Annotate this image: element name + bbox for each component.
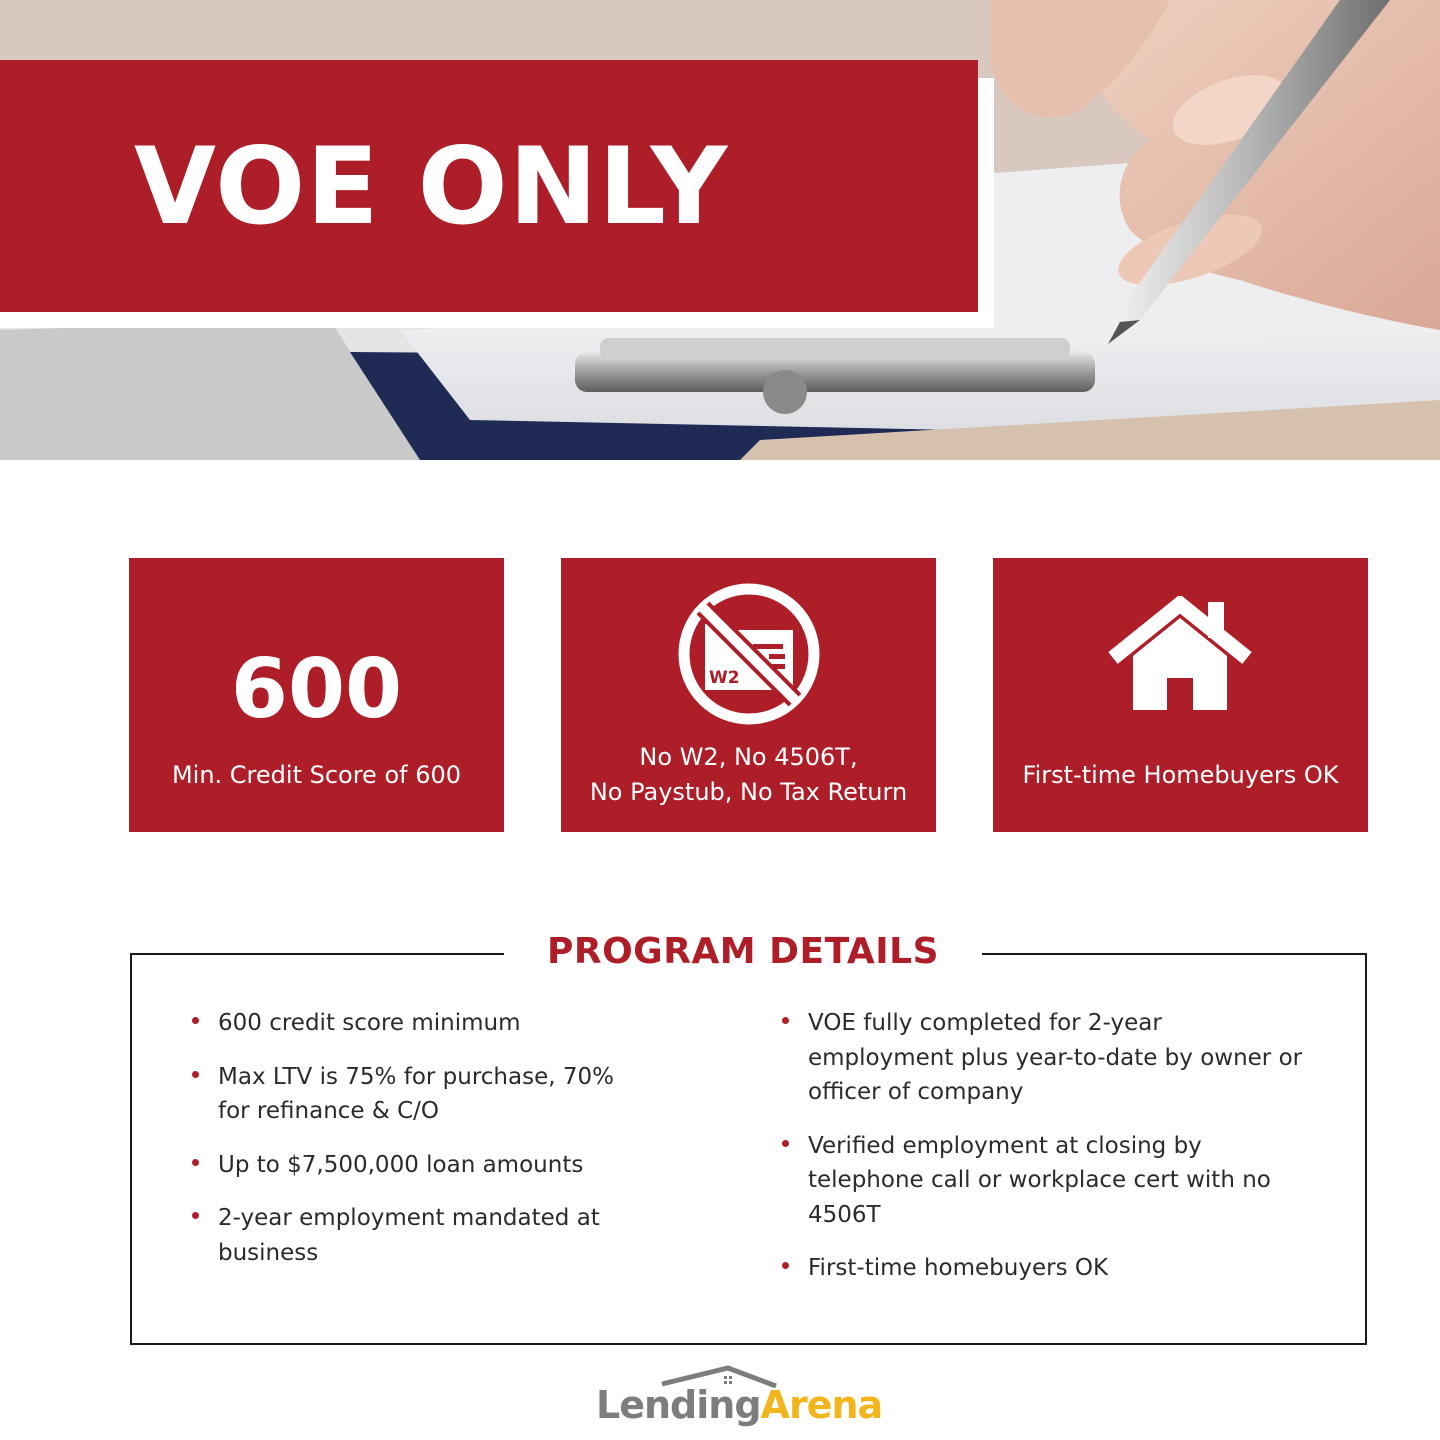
list-item-text: Verified employment at closing by telephone call or workplace cert with no 4506T xyxy=(808,1132,1271,1228)
feature-card-first-time-buyers xyxy=(993,558,1368,832)
program-details-title: PROGRAM DETAILS xyxy=(546,931,940,972)
credit-score-caption: Min. Credit Score of 600 xyxy=(171,761,462,789)
first-time-buyers-caption: First-time Homebuyers OK xyxy=(1022,761,1339,789)
program-details-right-list xyxy=(780,1006,1320,1305)
lendingarena-logo xyxy=(590,1364,890,1434)
list-item xyxy=(780,1006,1320,1110)
no-documents-caption xyxy=(561,740,936,810)
credit-score-number: 600 xyxy=(230,642,403,737)
list-item-text: First-time homebuyers OK xyxy=(808,1255,1109,1281)
list-item xyxy=(190,1006,660,1041)
list-item-text: 600 credit score minimum xyxy=(218,1010,521,1036)
house-icon xyxy=(1105,596,1255,714)
no-w2-icon xyxy=(675,580,823,728)
list-item-text: VOE fully completed for 2-year employment plus year-to-date by owner or officer of company xyxy=(808,1010,1303,1105)
feature-card-credit-score xyxy=(129,558,504,832)
no-documents-caption-line-2: No Paystub, No Tax Return xyxy=(589,778,908,806)
list-item xyxy=(190,1060,660,1129)
list-item-text: Up to $7,500,000 loan amounts xyxy=(218,1151,584,1178)
page-title: VOE ONLY xyxy=(134,125,729,248)
list-item xyxy=(190,1148,660,1183)
list-item-text: Max LTV is 75% for purchase, 70% for refinance & C/O xyxy=(218,1063,614,1124)
list-item xyxy=(190,1201,660,1270)
program-details-left-list xyxy=(190,1006,660,1289)
w2-label: W2 xyxy=(709,668,740,688)
list-item xyxy=(780,1251,1320,1286)
no-documents-caption-line-1: No W2, No 4506T, xyxy=(639,743,858,771)
logo-word-arena: Arena xyxy=(760,1383,883,1427)
logo-wordmark xyxy=(596,1382,882,1428)
list-item-text: 2-year employment mandated at business xyxy=(218,1205,600,1266)
feature-card-no-documents xyxy=(561,558,936,832)
logo-word-lending: Lending xyxy=(596,1383,761,1427)
list-item xyxy=(780,1129,1320,1233)
